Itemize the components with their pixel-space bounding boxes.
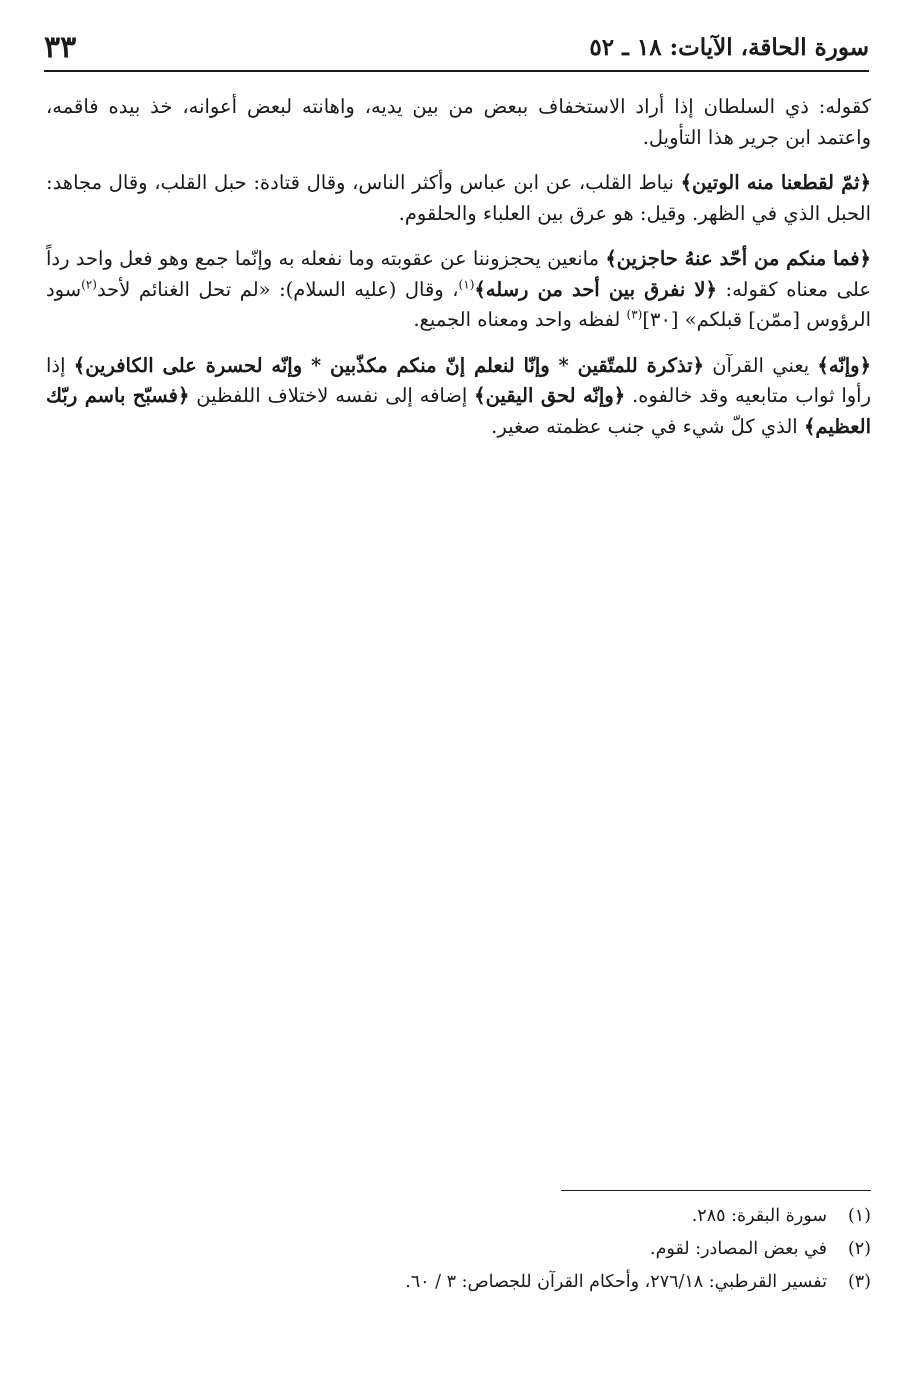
quran-verse: ﴿وإنّه﴾ bbox=[817, 353, 871, 377]
commentary-text: نياط القلب، عن ابن عباس وأكثر الناس، وقال قتادة: حبل القلب، وقال مجاهد: الحبل الذي في الظهر. وقيل: هو عرق بين العلباء والحلقوم. bbox=[46, 171, 871, 225]
quran-verse: ﴿ثمّ لقطعنا منه الوتين﴾ bbox=[680, 171, 872, 194]
footnote-item bbox=[46, 1233, 871, 1266]
footnote-text: تفسير القرطبي: ٢٧٦/١٨، وأحكام القرآن للجصاص: ٣ / ٦٠. bbox=[405, 1272, 827, 1292]
footnote-reference: (٣) bbox=[626, 307, 643, 322]
running-title: سورة الحاقة، الآيات: ١٨ ـ ٥٢ bbox=[589, 34, 869, 61]
paragraph bbox=[46, 244, 871, 336]
footnote-item bbox=[46, 1200, 871, 1233]
quran-verse: ﴿تذكرة للمتّقين * وإنّا لنعلم إنّ منكم مكذّبين * وإنّه لحسرة على الكافرين﴾ bbox=[73, 353, 704, 377]
commentary-text: إذا رأوا ثواب متابعيه وقد خالفوه. bbox=[46, 353, 871, 407]
footnote-divider bbox=[561, 1190, 871, 1191]
commentary-text: مانعين يحجزوننا عن عقوبته وما نفعله به وإنّما جمع وهو فعل واحد رداً على معناه كقوله: bbox=[46, 247, 871, 301]
commentary-text: إضافه إلى نفسه لاختلاف اللفظين bbox=[189, 384, 475, 407]
commentary-text: سود الرؤوس [ممّن] قبلكم» [٣٠] bbox=[46, 277, 871, 331]
footnote-reference: (١) bbox=[458, 277, 475, 291]
footnote-text: سورة البقرة: ٢٨٥. bbox=[691, 1206, 827, 1226]
paragraph bbox=[46, 168, 871, 229]
footnote-reference: (٢) bbox=[81, 277, 97, 291]
commentary-text: ، وقال (عليه السلام): «لم تحل الغنائم لأحد bbox=[96, 277, 459, 301]
quran-verse: ﴿فما منكم من أحّد عنهُ حاجزين﴾ bbox=[605, 247, 871, 270]
footnote-number: (٣) bbox=[847, 1272, 871, 1292]
page-number: ٣٣ bbox=[44, 30, 77, 65]
footnote-number: (١) bbox=[847, 1206, 871, 1226]
main-text bbox=[46, 92, 871, 457]
commentary-text: الذي كلّ شيء في جنب عظمته صغير. bbox=[491, 414, 804, 438]
footnote-item bbox=[46, 1266, 871, 1299]
commentary-text: لفظه واحد ومعناه الجميع. bbox=[413, 308, 627, 331]
footnote-number: (٢) bbox=[847, 1239, 871, 1259]
quran-verse: ﴿لا نفرق بين أحد من رسله﴾ bbox=[474, 277, 717, 301]
commentary-text: يعني القرآن bbox=[703, 353, 818, 377]
quran-verse: ﴿فسبّح باسم ربّك العظيم﴾ bbox=[46, 384, 871, 438]
paragraph bbox=[46, 351, 871, 443]
commentary-text: كقوله: ذي السلطان إذا أراد الاستخفاف ببعض من بين يديه، واهانته لبعض أعوانه، خذ بيده فاقمه، واعتمد ابن جرير هذا التأويل. bbox=[46, 95, 871, 149]
paragraph bbox=[46, 92, 871, 153]
quran-verse: ﴿وإنّه لحق اليقين﴾ bbox=[474, 384, 626, 407]
running-header bbox=[44, 30, 869, 72]
footnote-text: في بعض المصادر: لقوم. bbox=[650, 1239, 827, 1259]
footnotes bbox=[46, 1200, 871, 1299]
